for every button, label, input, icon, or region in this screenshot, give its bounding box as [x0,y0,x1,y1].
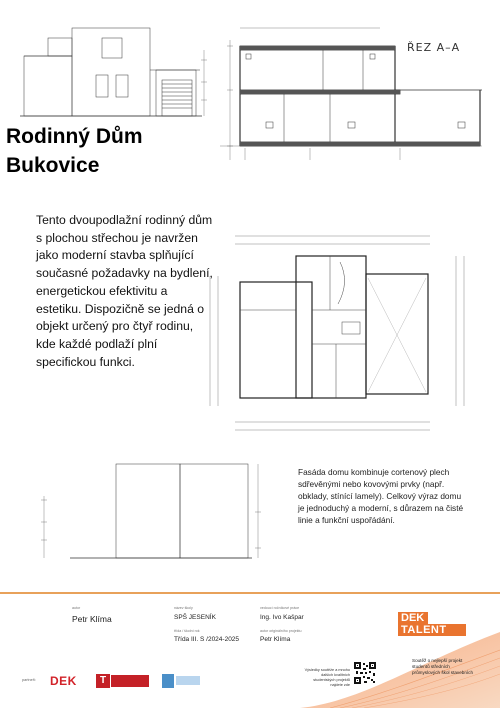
partners-label: partneři: [22,678,36,682]
dek-talent-line-1: DEK [401,612,425,624]
project-author-name: Petr Klíma [260,636,291,643]
project-author-label: autor originálního projektu [260,629,302,633]
partner-logo-blue [162,674,174,688]
section-label: ŘEZ A–A [407,41,461,54]
floor-plan-drawing [200,226,490,446]
class-label: třída / školní rok [174,629,200,633]
dek-talent-logo [398,608,466,640]
teacher-label: vedoucí ročníkové práce [260,606,300,610]
partner-logo-blue-text [176,676,200,685]
partner-logo-red-banner [111,675,149,687]
dek-talent-note: Soutěž o nejlepší projekt studentů středních průmyslových škol stavebních [412,658,474,675]
partner-logo-red: T [96,674,110,688]
intro-paragraph: Tento dvoupodlažní rodinný dům s plochou střechou je navržen jako moderní stavba splňující současné požadavky na bydlení, energetickou efektivitu a estetiku. Dispozičně se jedná o objekt určený pro čtyř rodinu, kde každé podlaží plní specifickou funkci. [36,213,213,369]
school-name: SPŠ JESENÍK [174,614,216,621]
qr-code [354,662,376,684]
qr-note: Výsledky soutěže a mnoho dalších kvalitních studentských projektů najdete zde [304,668,350,687]
author-name: Petr Klíma [72,614,112,624]
elevation-drawing-bottom [30,452,270,567]
class-year: Třída III. S /2024-2025 [174,636,240,643]
dek-logo: DEK [50,674,77,688]
elevation-drawing-top [20,20,215,128]
teacher-name: Ing. Ivo Kašpar [260,614,304,621]
dek-talent-line-2: TALENT [401,624,447,636]
facade-paragraph: Fasáda domu kombinuje cortenový plech sdřevěnými nebo kovovými prvky (např. obklady, stínící lamely). Celkový výraz domu je jednoduchý a moderní, s důrazem na čisté linie a funkční uspořádání. [298,467,464,525]
title-line-1: Rodinný Dům [6,125,143,148]
footer [0,592,500,708]
school-label: název školy [174,606,193,610]
title-line-2: Bukovice [6,154,100,177]
page-title [6,122,143,180]
author-label: autor [72,606,81,610]
footer-divider [0,592,500,594]
